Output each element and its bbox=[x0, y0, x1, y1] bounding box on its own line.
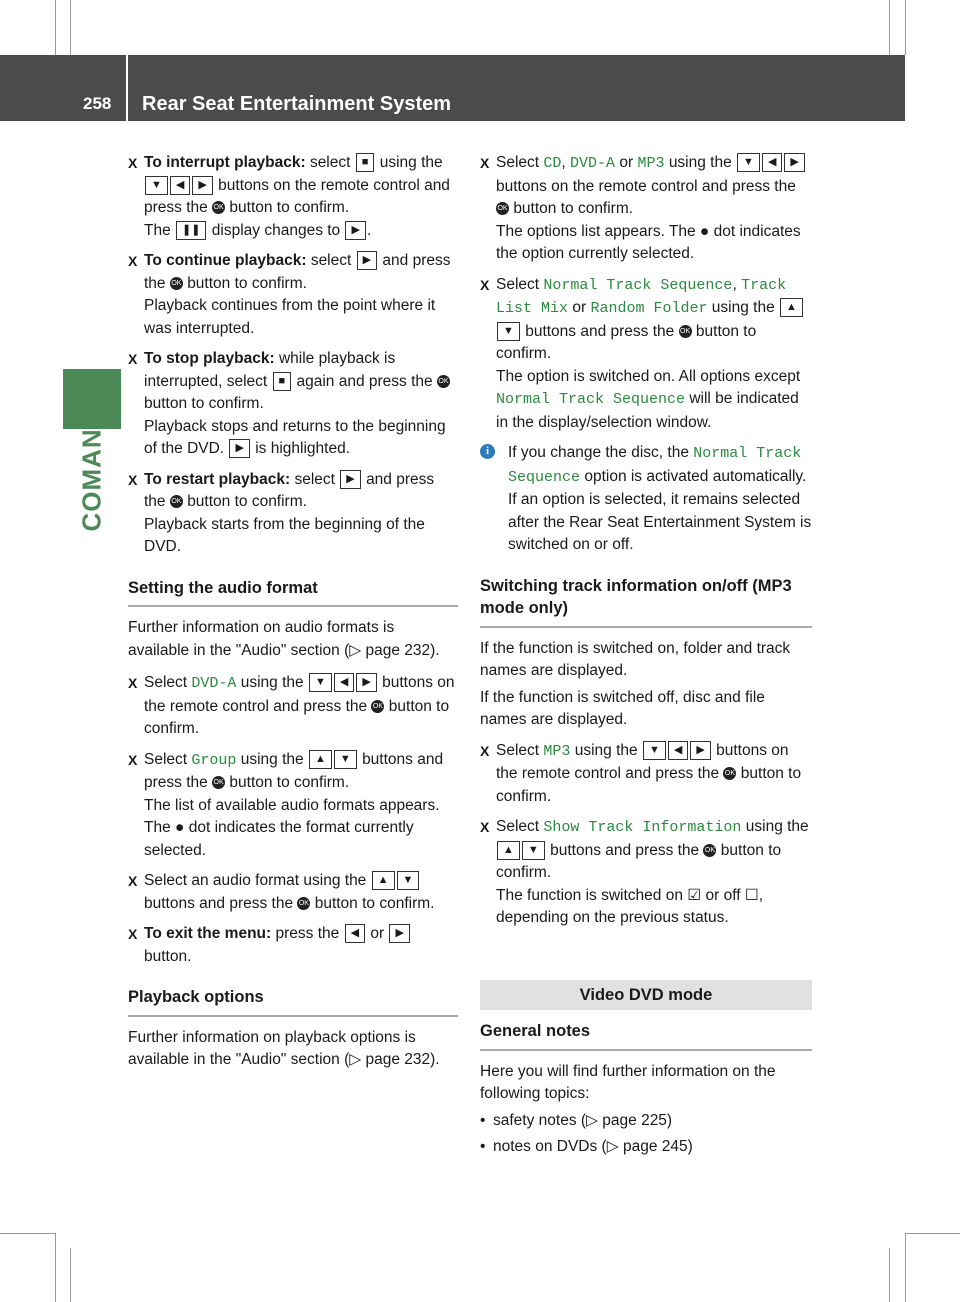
text: If you change the disc, the bbox=[508, 444, 689, 461]
paragraph: Further information on audio formats is available in the "Audio" section (▷ page 232). bbox=[128, 619, 440, 659]
up-arrow-icon: ▲ bbox=[780, 298, 803, 317]
page-ref-icon: ▷ bbox=[349, 641, 362, 659]
text: select bbox=[294, 470, 335, 488]
step-select-track-mode: X Select Normal Track Sequence, Track List Mix or Random Folder using the ▲▼ buttons and press the OK button to confirm. The option is switched on. All options except Normal Track Sequence will be indicated in the display/selection window. bbox=[480, 274, 812, 435]
text: Playback stops and returns to the beginning of the DVD. bbox=[144, 417, 446, 457]
menu-option: CD bbox=[543, 155, 562, 172]
text: display changes to bbox=[211, 221, 341, 239]
up-arrow-icon: ▲ bbox=[372, 871, 395, 890]
section-heading-general: General notes bbox=[480, 1020, 812, 1051]
step-select-format: X Select an audio format using the ▲ ▼ buttons and press the OK button to confirm. bbox=[128, 872, 435, 912]
text: safety notes ( bbox=[493, 1111, 587, 1129]
down-arrow-icon: ▼ bbox=[497, 322, 520, 341]
text: using the bbox=[379, 154, 443, 171]
crop-mark bbox=[905, 1233, 960, 1234]
step-label: To exit the menu: bbox=[144, 925, 272, 942]
menu-option: MP3 bbox=[543, 742, 571, 760]
menu-option: Group bbox=[191, 751, 237, 769]
text: buttons on the remote control and press the bbox=[496, 177, 796, 195]
ok-button-icon: OK bbox=[170, 495, 183, 508]
text: button to confirm. bbox=[144, 697, 450, 737]
down-arrow-icon: ▼ bbox=[309, 673, 332, 692]
menu-option: Normal Track Sequence bbox=[543, 276, 733, 294]
crop-mark bbox=[905, 0, 906, 55]
menu-option: MP3 bbox=[637, 155, 665, 172]
list-item bbox=[480, 1110, 812, 1133]
text: button. bbox=[144, 947, 192, 965]
menu-option: Track List Mix bbox=[496, 276, 787, 317]
text: or bbox=[572, 299, 587, 316]
down-arrow-icon: ▼ bbox=[397, 871, 420, 890]
text: or bbox=[370, 925, 385, 942]
right-arrow-icon: ▶ bbox=[356, 673, 376, 692]
text: The list of available audio formats appears. The bbox=[144, 796, 440, 836]
header-divider bbox=[126, 55, 128, 121]
down-arrow-icon: ▼ bbox=[737, 153, 760, 172]
checkbox-unchecked-icon: ☐ bbox=[744, 886, 759, 904]
right-arrow-icon: ▶ bbox=[389, 924, 409, 943]
text: Select bbox=[496, 154, 540, 171]
down-arrow-icon: ▼ bbox=[334, 750, 357, 769]
play-icon: ▶ bbox=[229, 439, 249, 458]
text: using the bbox=[240, 674, 304, 691]
checkbox-checked-icon: ☑ bbox=[687, 886, 702, 904]
page-title: Rear Seat Entertainment System bbox=[142, 93, 452, 115]
ok-button-icon: OK bbox=[723, 767, 736, 780]
text: Playback starts from the beginning of the DVD. bbox=[144, 515, 425, 555]
left-arrow-icon: ◀ bbox=[345, 924, 365, 943]
left-arrow-icon: ◀ bbox=[762, 153, 782, 172]
crop-mark bbox=[55, 1233, 56, 1302]
text: Further information on playback options is available in the "Audio" section bbox=[128, 1028, 416, 1068]
step-show-track-info: X Select Show Track Information using the ▲ ▼ buttons and press the OK button to confirm. The function is switched on ☑ or off ☐, depending on the previous status. bbox=[480, 818, 809, 926]
text: Further information on audio formats is available in the "Audio" section bbox=[128, 619, 395, 659]
text: will be indicated in the display/selection window. bbox=[496, 390, 799, 431]
dot-icon: ● bbox=[175, 819, 185, 836]
text: notes on DVDs ( bbox=[493, 1138, 607, 1155]
list-item bbox=[480, 1136, 812, 1159]
down-arrow-icon: ▼ bbox=[643, 741, 666, 760]
text: button to confirm. bbox=[144, 395, 264, 412]
section-heading-track-info: Switching track information on/off (MP3 mode only) bbox=[480, 575, 812, 628]
ok-button-icon: OK bbox=[371, 700, 384, 713]
ok-button-icon: OK bbox=[679, 325, 692, 338]
ok-button-icon: OK bbox=[703, 844, 716, 857]
text: using the bbox=[745, 818, 809, 835]
menu-option: DVD-A bbox=[570, 155, 616, 172]
page-ref: page 232). bbox=[365, 641, 440, 659]
text: The bbox=[144, 221, 171, 239]
text: again and press the bbox=[296, 372, 433, 390]
text: button to confirm. bbox=[513, 200, 634, 217]
text: dot indicates the option currently selected. bbox=[496, 222, 801, 262]
menu-option: Normal Track Sequence bbox=[508, 445, 802, 486]
text: button to confirm. bbox=[187, 274, 307, 292]
text: The function is switched on bbox=[496, 886, 683, 904]
text: buttons and press the bbox=[525, 322, 675, 340]
text: or off bbox=[705, 886, 741, 904]
text: Select bbox=[144, 750, 188, 768]
crop-mark bbox=[889, 1248, 890, 1302]
text: Select bbox=[144, 674, 188, 691]
left-arrow-icon: ◀ bbox=[668, 741, 688, 760]
step-label: To interrupt playback: bbox=[144, 154, 306, 171]
play-icon: ▶ bbox=[357, 251, 377, 270]
text: using the bbox=[711, 299, 775, 316]
section-heading-audio: Setting the audio format bbox=[128, 577, 458, 608]
text: buttons and press the bbox=[144, 750, 444, 791]
text: button to confirm. bbox=[496, 765, 802, 805]
ok-button-icon: OK bbox=[170, 277, 183, 290]
section-banner-video-dvd: Video DVD mode bbox=[480, 980, 812, 1011]
text: button to confirm. bbox=[496, 322, 757, 362]
text: and press the bbox=[144, 470, 435, 510]
pause-icon: ❚❚ bbox=[176, 221, 206, 240]
text: buttons on the remote control and press the bbox=[144, 674, 455, 715]
step-select-group: X Select Group using the ▲ ▼ buttons and press the OK button to confirm. The list of available audio formats appears. The ● dot indicates the format currently selected. bbox=[128, 750, 444, 859]
ok-button-icon: OK bbox=[437, 375, 450, 388]
text: dot indicates the format currently selected. bbox=[144, 819, 414, 859]
text: press the bbox=[275, 925, 340, 942]
text: while playback is interrupted, select bbox=[144, 350, 396, 390]
text: button to confirm. bbox=[314, 894, 435, 912]
text: buttons and press the bbox=[144, 894, 294, 912]
page-ref: page 225) bbox=[602, 1111, 673, 1129]
crop-mark bbox=[905, 1233, 906, 1302]
text: using the bbox=[574, 741, 638, 759]
left-arrow-icon: ◀ bbox=[170, 176, 190, 195]
right-arrow-icon: ▶ bbox=[192, 176, 212, 195]
page-ref: page 245) bbox=[622, 1138, 693, 1155]
step-select-mp3: X Select MP3 using the ▼ ◀ ▶ buttons on the remote control and press the OK button to confirm. bbox=[480, 741, 802, 805]
text: Select bbox=[496, 275, 540, 293]
crop-mark bbox=[55, 0, 56, 55]
text: The option is switched on. All options except bbox=[496, 367, 801, 385]
step-restart: X To restart playback: select ▶ and press the OK button to confirm. Playback starts from the beginning of the DVD. bbox=[128, 469, 458, 559]
text: button to confirm. bbox=[229, 774, 350, 791]
down-arrow-icon: ▼ bbox=[145, 176, 168, 195]
text: select bbox=[310, 252, 352, 269]
text: Playback continues from the point where it was interrupted. bbox=[144, 297, 436, 337]
crop-mark bbox=[0, 1233, 55, 1234]
up-arrow-icon: ▲ bbox=[309, 750, 332, 769]
text: Select bbox=[496, 818, 540, 835]
text: button to confirm. bbox=[496, 841, 782, 881]
text: using the bbox=[240, 750, 304, 768]
text: Select bbox=[496, 741, 540, 759]
stop-icon: ■ bbox=[356, 153, 375, 172]
menu-option: DVD-A bbox=[191, 675, 237, 692]
text: select bbox=[309, 154, 351, 171]
info-note bbox=[480, 442, 812, 557]
text: or bbox=[619, 154, 634, 171]
stop-icon: ■ bbox=[273, 372, 292, 391]
right-arrow-icon: ▶ bbox=[784, 153, 804, 172]
step-exit-menu: X To exit the menu: press the ◀ or ▶ button. bbox=[128, 923, 458, 968]
text: . bbox=[366, 221, 372, 239]
step-label: To restart playback: bbox=[144, 470, 291, 488]
page-ref-icon: ▷ bbox=[606, 1138, 619, 1155]
crop-mark bbox=[70, 1248, 71, 1302]
side-tab-label: COMAND bbox=[76, 408, 107, 532]
text: option is activated automatically. If an option is selected, it remains selected after the Rear Seat Entertainment System is switched on or off. bbox=[508, 467, 812, 553]
left-arrow-icon: ◀ bbox=[334, 673, 354, 692]
text: button to confirm. bbox=[229, 199, 350, 216]
play-icon: ▶ bbox=[345, 221, 365, 240]
text: The options list appears. The bbox=[496, 222, 696, 240]
dot-icon: ● bbox=[699, 222, 710, 240]
down-arrow-icon: ▼ bbox=[522, 841, 545, 860]
step-stop: X To stop playback: while playback is interrupted, select ■ again and press the OK button to confirm. Playback stops and returns to the beginning of the DVD. ▶ is highlighted. bbox=[128, 350, 449, 457]
page-ref-icon: ▷ bbox=[586, 1111, 598, 1129]
section-heading-playback: Playback options bbox=[128, 986, 458, 1017]
step-continue: X To continue playback: select ▶ and press the OK button to confirm. Playback continues from the point where it was interrupted. bbox=[128, 250, 458, 340]
menu-option: Show Track Information bbox=[543, 819, 742, 836]
text: , depending on the previous status. bbox=[496, 886, 764, 926]
text: Select an audio format using the bbox=[144, 872, 367, 889]
page-ref: page 232). bbox=[365, 1051, 440, 1068]
step-select-source: X Select CD, DVD-A or MP3 using the ▼ ◀ ▶ buttons on the remote control and press the OK button to confirm. The options list appears. The ● dot indicates the option currently selected. bbox=[480, 152, 812, 266]
text: and press the bbox=[144, 252, 451, 292]
paragraph: If the function is switched off, disc and file names are displayed. bbox=[480, 688, 765, 728]
crop-mark bbox=[889, 0, 890, 55]
text: buttons on the remote control and press the bbox=[144, 176, 450, 216]
step-label: To stop playback: bbox=[144, 350, 275, 367]
header-bar bbox=[0, 55, 905, 121]
left-column bbox=[128, 152, 458, 1076]
text: is highlighted. bbox=[255, 440, 351, 457]
info-icon: i bbox=[480, 444, 495, 459]
page-number: 258 bbox=[83, 94, 112, 113]
paragraph: Here you will find further information on the following topics: bbox=[480, 1062, 776, 1102]
paragraph: Further information on playback options is available in the "Audio" section (▷ page 232). bbox=[128, 1028, 440, 1068]
text: button to confirm. bbox=[187, 493, 307, 510]
right-arrow-icon: ▶ bbox=[690, 741, 710, 760]
ok-button-icon: OK bbox=[212, 776, 225, 789]
up-arrow-icon: ▲ bbox=[497, 841, 520, 860]
crop-mark bbox=[70, 0, 71, 55]
text: using the bbox=[668, 154, 732, 171]
text: buttons and press the bbox=[550, 841, 700, 859]
play-icon: ▶ bbox=[340, 470, 360, 489]
step-interrupt: X To interrupt playback: select ■ using the ▼ ◀ ▶ buttons on the remote control and press the OK button to confirm. The ❚❚ display changes to ▶ . bbox=[128, 154, 450, 239]
step-label: To continue playback: bbox=[144, 252, 307, 269]
page-ref-icon: ▷ bbox=[349, 1051, 362, 1068]
text: buttons on the remote control and press the bbox=[496, 741, 789, 782]
step-select-dvda: X Select DVD-A using the ▼ ◀ ▶ buttons on the remote control and press the OK button to confirm. bbox=[128, 674, 455, 737]
menu-option: Random Folder bbox=[590, 300, 708, 317]
paragraph: If the function is switched on, folder and track names are displayed. bbox=[480, 639, 791, 679]
right-column bbox=[480, 152, 812, 1163]
ok-button-icon: OK bbox=[212, 201, 225, 214]
menu-option: Normal Track Sequence bbox=[496, 391, 686, 408]
ok-button-icon: OK bbox=[496, 202, 509, 215]
ok-button-icon: OK bbox=[297, 897, 310, 910]
